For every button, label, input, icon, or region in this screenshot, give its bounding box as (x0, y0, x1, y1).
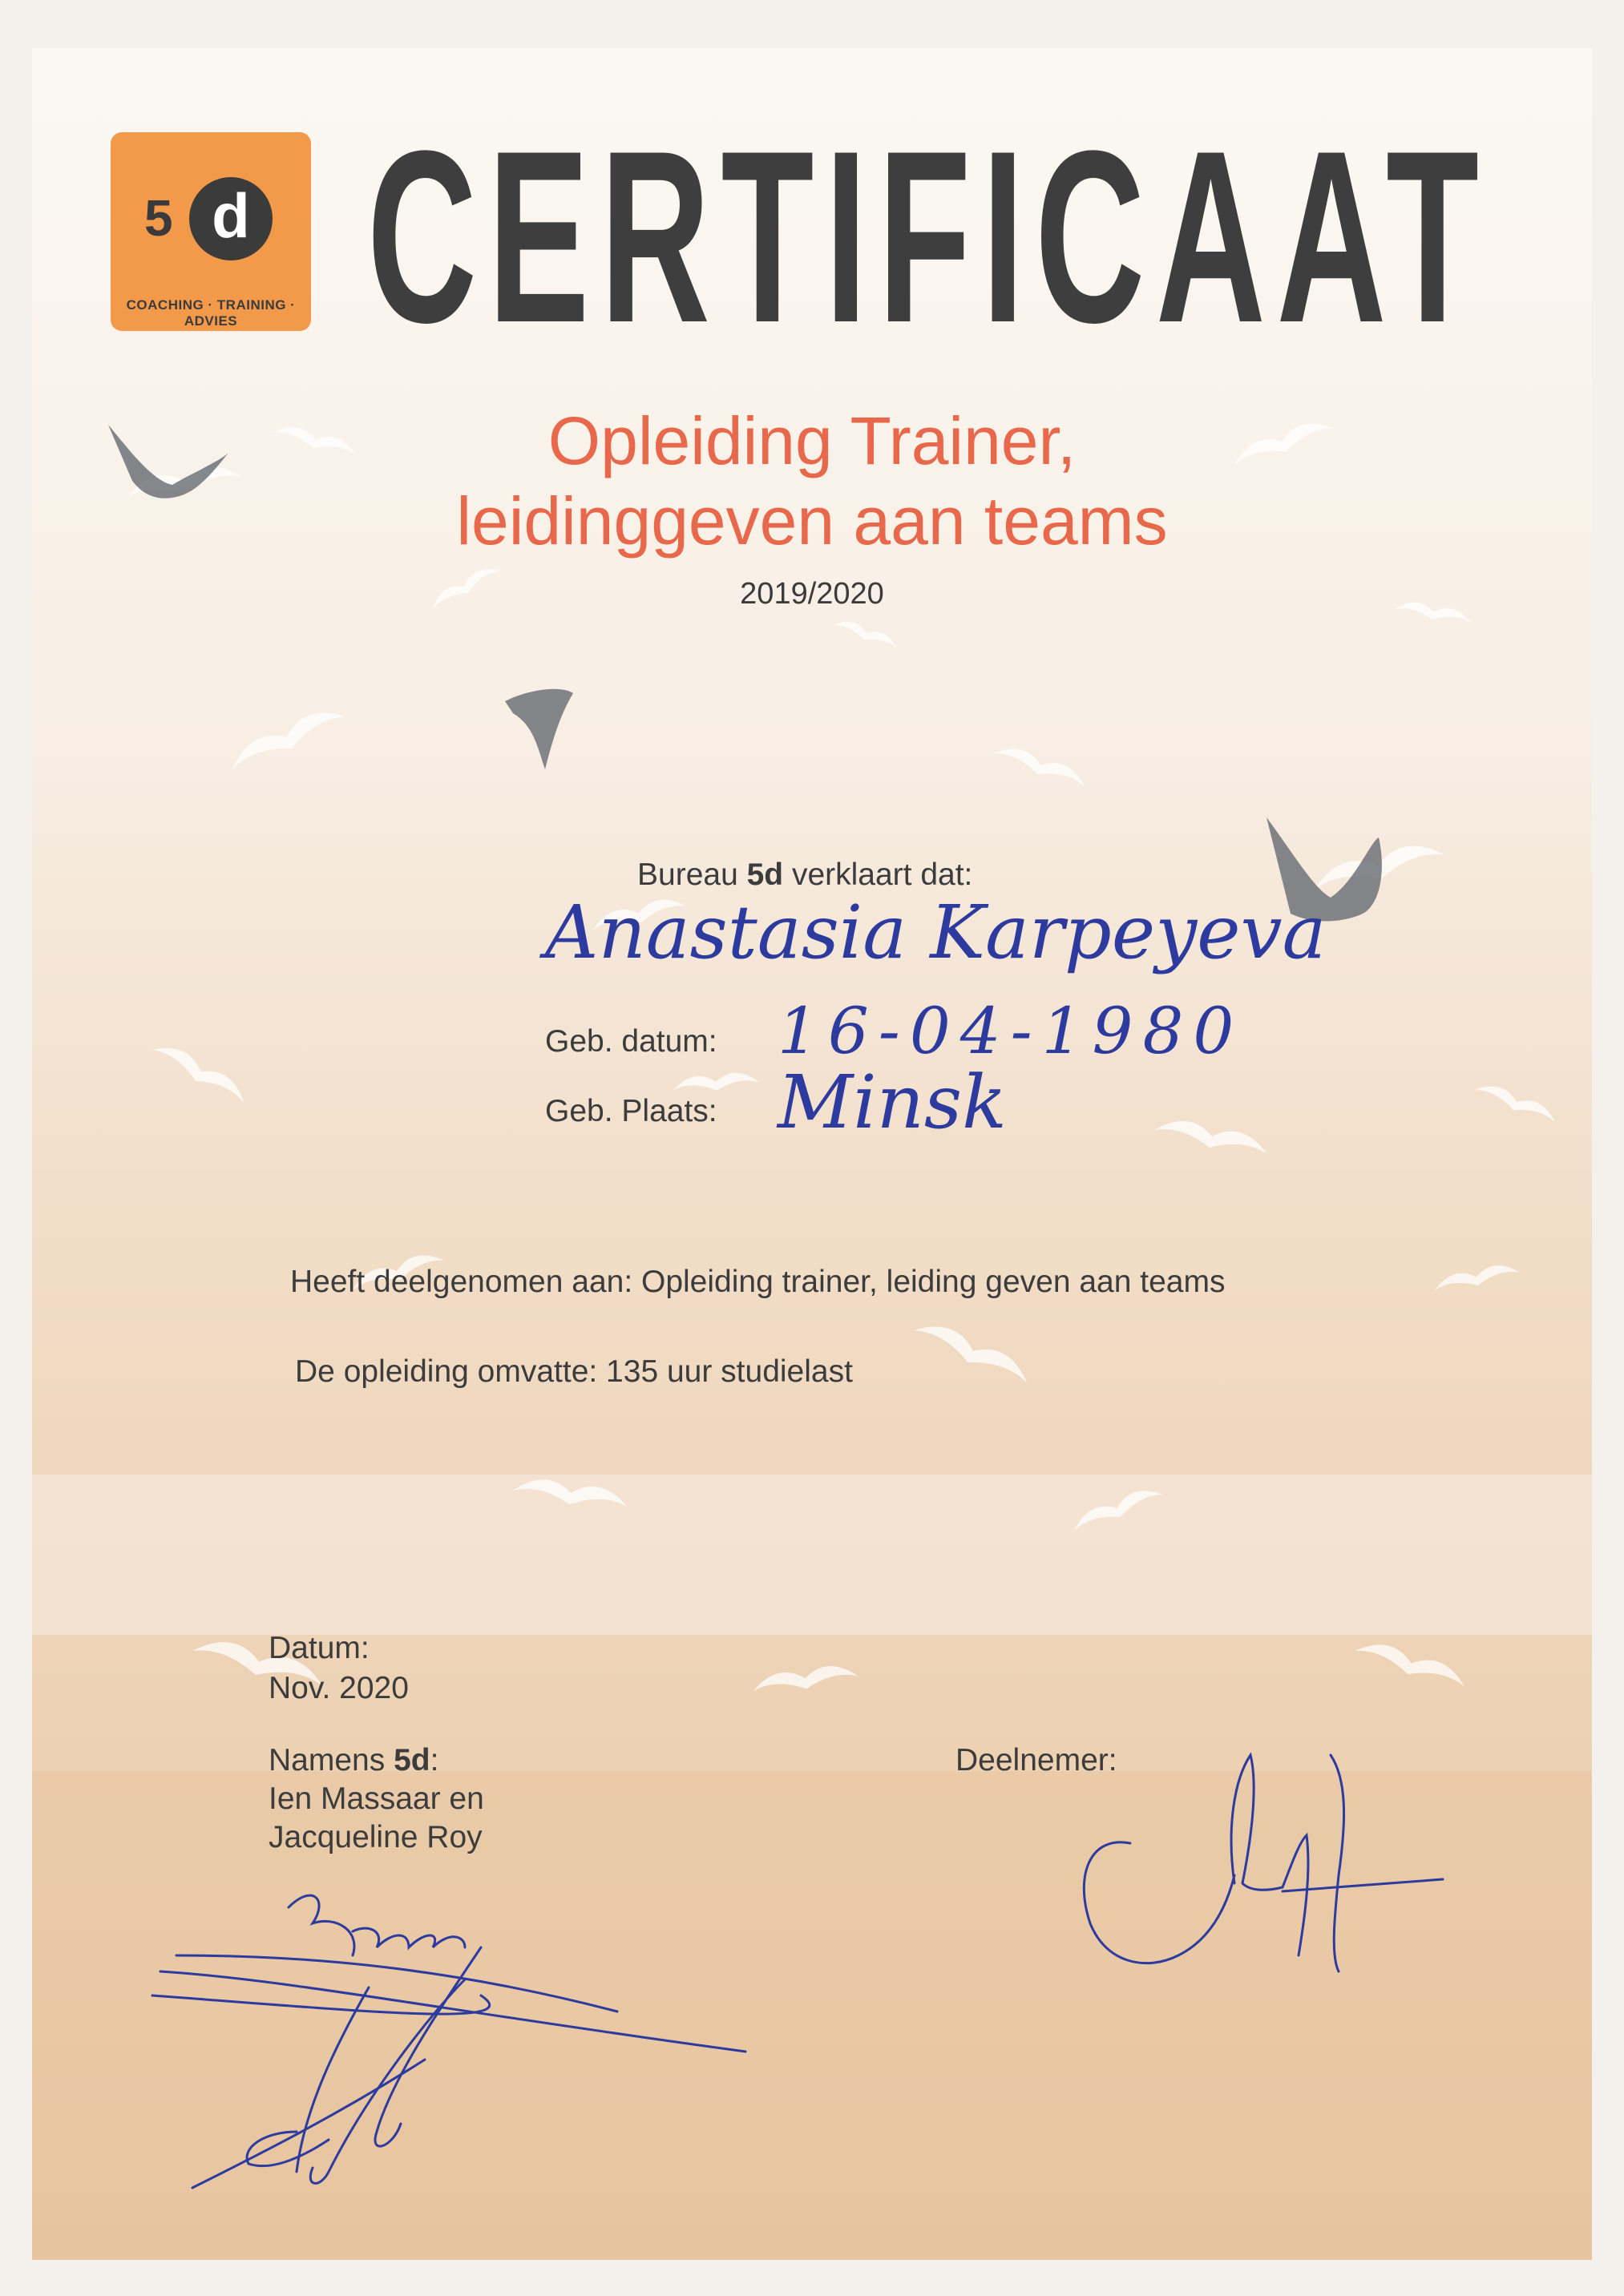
company-logo (111, 132, 311, 331)
certificate-title: CERTIFICAAT (367, 99, 1490, 373)
date-value: Nov. 2020 (269, 1671, 409, 1705)
declaration-brand: 5d (746, 857, 784, 892)
logo-five: 5 (144, 189, 173, 247)
workload-text: De opleiding omvatte: 135 uur studielast (295, 1354, 853, 1389)
birth-date-label: Geb. datum: (545, 1024, 717, 1059)
participant-sign-label: Deelnemer: (955, 1743, 1117, 1777)
birth-place-value: Minsk (778, 1059, 1007, 1145)
participant-name: Anastasia Karpeyeva (545, 890, 1327, 975)
signatories-line2: Ien Massaar en (269, 1782, 484, 1816)
certificate-sheet (32, 48, 1592, 2260)
participant-signature (1042, 1731, 1491, 2020)
course-title-line1: Opleiding Trainer, (547, 403, 1077, 478)
organisation-signature (128, 1851, 834, 2212)
declaration-prefix: Bureau (637, 857, 747, 892)
participation-text: Heeft deelgenomen aan: Opleiding trainer, leiding geven aan teams (290, 1265, 1226, 1299)
birth-date-value: 16-04-1980 (778, 994, 1244, 1068)
course-year: 2019/2020 (740, 577, 884, 611)
declaration-suffix: verklaart dat: (783, 857, 973, 892)
logo-d-circle: d (189, 177, 273, 260)
logo-tagline: COACHING · TRAINING · ADVIES (126, 297, 296, 329)
declaration-text (637, 857, 972, 893)
signatories-line3: Jacqueline Roy (269, 1820, 483, 1854)
birth-place-label: Geb. Plaats: (545, 1094, 717, 1128)
signatories-prefix: Namens (269, 1743, 394, 1777)
course-title (32, 401, 1592, 561)
signatories-brand: 5d (394, 1743, 430, 1777)
course-title-line2: leidinggeven aan teams (456, 483, 1168, 559)
signatories-line1 (269, 1743, 438, 1778)
date-label: Datum: (269, 1631, 370, 1665)
signatories-suffix: : (430, 1743, 439, 1777)
